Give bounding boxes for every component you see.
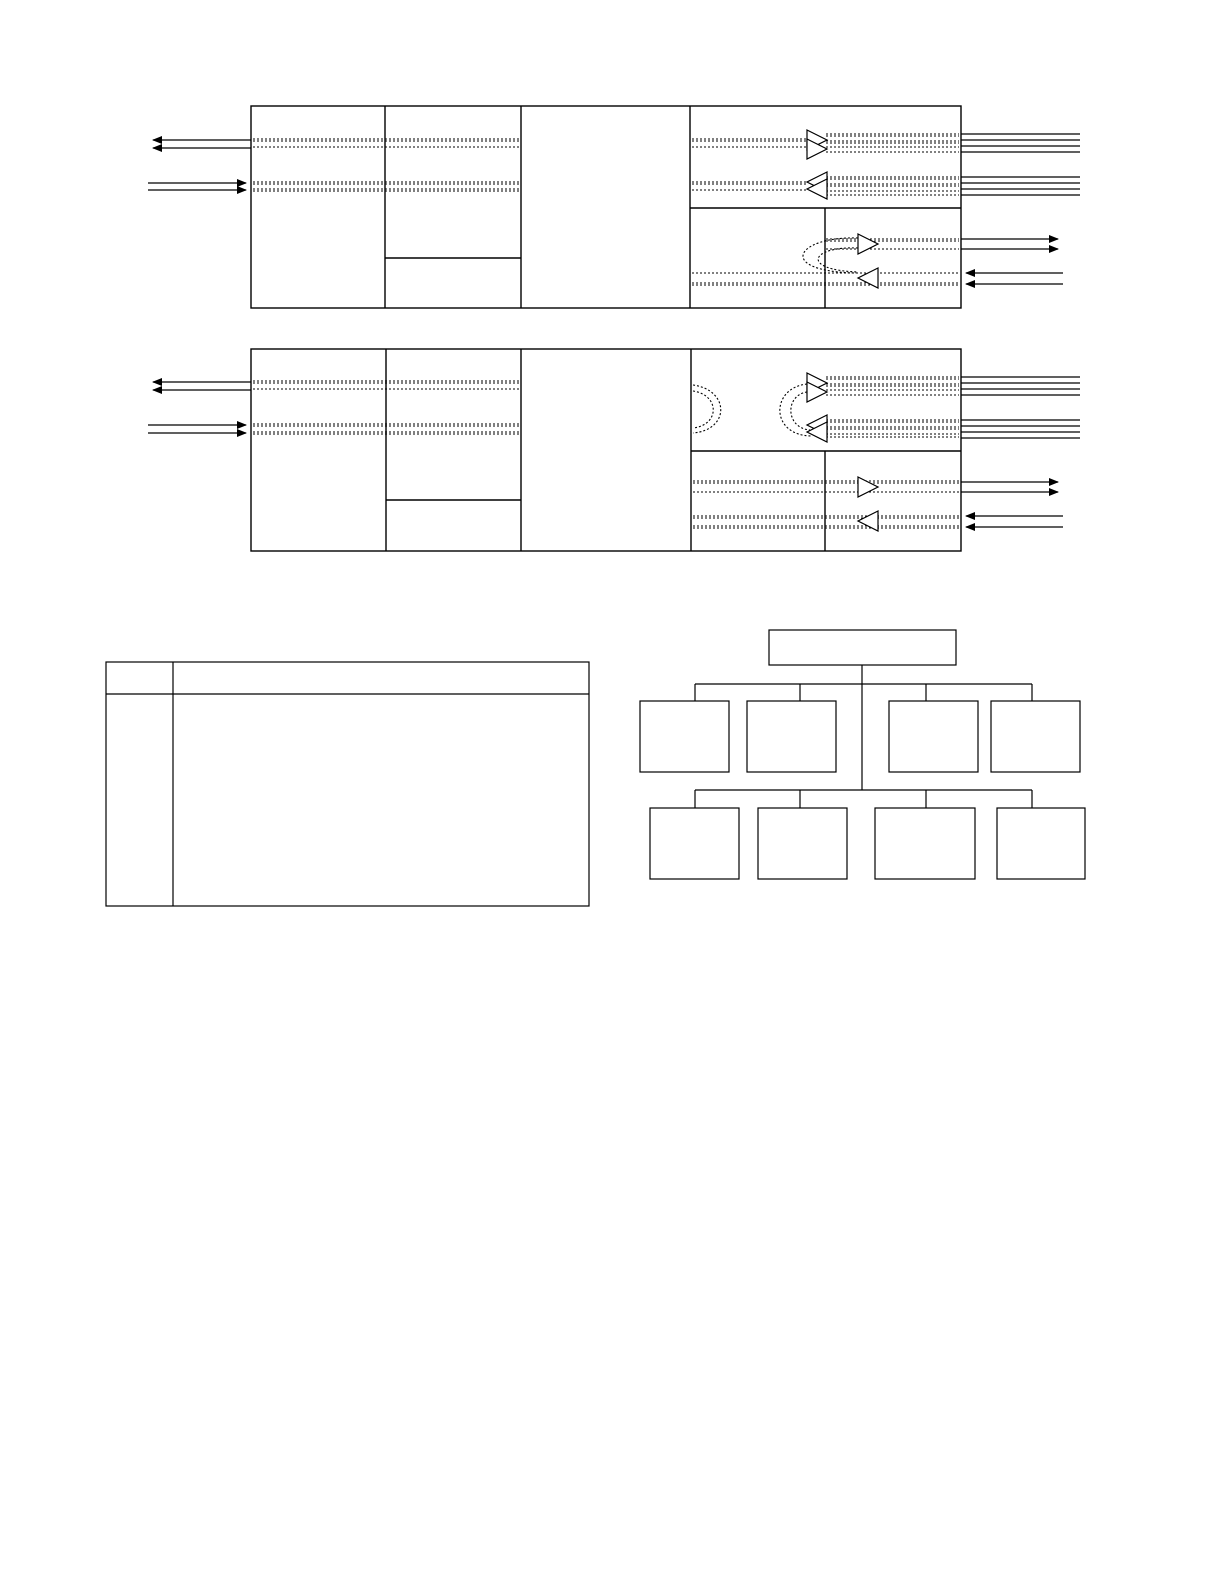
upper-loopback-curve (818, 248, 858, 272)
lower-right-external-lines (961, 377, 1080, 438)
table-frame (106, 662, 589, 906)
upper-amplifier-triangle (858, 234, 878, 254)
org-level1-box (991, 701, 1080, 772)
org-level2-box (650, 808, 739, 879)
org-level2-box (875, 808, 975, 879)
org-level2-box (758, 808, 847, 879)
upper-block-diagram (148, 106, 1080, 308)
lower-bus-lines (253, 377, 959, 528)
lower-block-diagram (148, 349, 1080, 551)
org-level2-box (997, 808, 1085, 879)
lower-loopback-curve (693, 391, 713, 428)
upper-loopback-curve (803, 238, 858, 273)
upper-right-external-lines (961, 134, 1080, 195)
upper-bus-lines (253, 134, 959, 285)
org-level1-box (747, 701, 836, 772)
lower-amplifier-triangle (858, 477, 878, 497)
org-level1-box (640, 701, 729, 772)
org-chart (640, 630, 1085, 879)
org-root-box (769, 630, 956, 665)
table (106, 662, 589, 906)
org-level1-box (889, 701, 978, 772)
